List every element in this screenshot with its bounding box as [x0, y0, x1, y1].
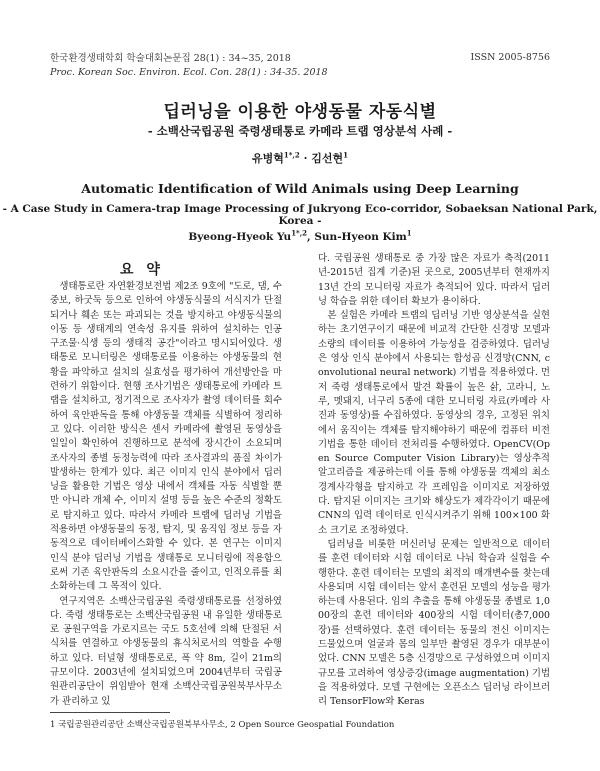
title-english: Automatic Identification of Wild Animals using Deep Learning — [81, 181, 519, 196]
paragraph: 생태통로란 자연환경보전법 제2조 9호에 "도로, 댐, 수중보, 하굿둑 등으로 인하여 야생동식물의 서식지가 단절되거나 훼손 또는 파괴되는 것을 방지하고 야생동식물의 이동 등 생태계의 연속성 유지를 위하여 설치하는 인공 구조물·식생 등의 생태적 공간"이라고 명시되어있다. 생태통로 모니터링은 생태통로를 이용하는 야생동물의 현황을 파악하고 설치의 실효성을 평가하여 개선방안을 마련하기 위함이다. 현행 조사기법은 생태통로에 카메라 트랩을 설치하고, 정기적으로 조사자가 촬영 데이터를 회수하여 육안판독을 통해 야생동물 객체를 식별하여 정리하고 있다. 이러한 방식은 센서 카메라에 촬영된 동영상을 일일이 확인하여 진행하므로 분석에 장시간이 소요되며 조사자의 종별 동정능력에 따라 조사결과의 품질 차이가 발생하는 한계가 있다. 최근 이미지 인식 분야에서 딥러닝을 활용한 기법은 영상 내에서 객체를 자동 식별할 뿐만 아니라 개체 수, 이미지 설명 등을 높은 수준의 정확도로 탐지하고 있다. 따라서 카메라 트랩에 딥러닝 기법을 적용하면 야생동물의 동정, 탐지, 및 움직임 정보 등을 자동적으로 데이터베이스화할 수 있다. 본 연구는 이미지 인식 분야 딥러닝 기법을 생태통로 모니터링에 적용함으로써 기존 육안판독의 소요시간을 줄이고, 인적오류를 최소화하는데 그 목적이 있다. — [50, 281, 282, 593]
title-korean: 딥러닝을 이용한 야생동물 자동식별 — [163, 102, 437, 122]
authors-korean — [0, 150, 600, 166]
author-1-name-en: Byeong-Hyeok Yu — [188, 231, 292, 243]
left-column — [50, 280, 282, 709]
journal-header — [50, 52, 328, 80]
author-separator-en: , — [307, 231, 315, 243]
authors-english — [0, 228, 600, 243]
paragraph: 본 실험은 카메라 트랩의 딥러닝 기반 영상분석을 실현하는 초기연구이기 때문에 비교적 간단한 신경망 모델과 소량의 데이터를 이용하여 가능성을 검증하였다. 딥러닝은 영상 인식 분야에서 사용되는 합성곱 신경망(CNN, convolutional neural network) 기법을 적용하였다. 먼저 죽령 생태통로에서 발견 확률이 높은 삵, 고라니, 노루, 멧돼지, 너구리 5종에 대한 모니터링 자료(카메라 사진과 동영상)를 수집하였다. 동영상의 경우, 고정된 위치에서 움직이는 객체를 탐지해야하기 때문에 컴퓨터 비전 기법을 통한 데이터 전처리를 수행하였다. OpenCV(Open Source Computer Vision Library)는 영상추적 알고리즘을 제공하는데 이를 통해 야생동물 객체의 최소경계사각형을 탐지하고 각 프레임을 이미지로 저장하였다. 탐지된 이미지는 크기와 해상도가 제각각이기 때문에 CNN의 입력 데이터로 인식시켜주기 위해 100×100 화소 크기로 조정하였다. — [318, 310, 550, 536]
paragraph: 다. 국립공원 생태통로 중 가장 많은 자료가 축적(2011년-2015년 집계 기준)된 곳으로, 2005년부터 현재까지 13년 간의 모니터링 자료가 축적되어 있다. 따라서 딥러닝 학습을 위한 데이터 확보가 용이하다. — [318, 253, 550, 307]
author-2-affiliation-en: 1 — [406, 228, 412, 238]
subtitle-korean: - 소백산국립공원 죽령생태통로 카메라 트랩 영상분석 사례 - — [147, 124, 453, 138]
paragraph: 딥러닝을 비롯한 머신러닝 문제는 일반적으로 데이터를 훈련 데이터와 시험 데이터로 나눠 학습과 실험을 수행한다. 훈련 데이터는 모델의 최적의 매개변수를 찾는데 사용되며 시험 데이터는 앞서 훈련된 모델의 성능을 평가하는데 사용된다. 임의 추출을 통해 야생동물 종별로 1,000장의 훈련 데이터와 400장의 시험 데이터(총7,000장)를 선택하였다. 훈련 데이터는 동물의 전신 이미지는 드물었으며 얼굴과 몸의 일부만 촬영된 경우가 대부분이었다. CNN 모델은 5층 신경망으로 구성하였으며 이미지 규모를 고려하여 영상증강(image augmentation) 기법을 적용하였다. 모델 구현에는 오픈소스 딥러닝 라이브러리 TensorFlow와 Keras — [318, 538, 550, 708]
footnote: 1 국립공원관리공단 소백산국립공원북부사무소, 2 Open Source Geospatial Foundation — [50, 720, 395, 730]
author-1-affiliation-ko: 1*,2 — [283, 150, 300, 160]
author-1-affiliation-en: 1*,2 — [291, 228, 308, 238]
right-column — [318, 252, 550, 710]
journal-name-en: Proc. Korean Soc. Environ. Ecol. Con. 28(1) : 34-35. 2018 — [50, 67, 328, 78]
author-separator-ko: · — [299, 152, 312, 165]
footnote-divider — [50, 712, 170, 713]
author-2-affiliation-ko: 1 — [343, 150, 348, 160]
author-2-name-ko: 김선현 — [311, 152, 344, 165]
issn: ISSN 2005-8756 — [470, 52, 550, 63]
paragraph: 연구지역은 소백산국립공원 죽령생태통로를 선정하였다. 죽령 생태통로는 소백산국립공원 내 유일한 생태통로로 공원구역을 가로지르는 국도 5호선에 의해 단절된 서식처를 연결하고 야생동물의 휴식처로서의 역할을 수행하고 있다. 터널형 생태통로로, 폭 약 8m, 길이 21m의 규모이다. 2003년에 설치되었으며 2004년부터 국립공원관리공단이 위임받아 현재 소백산국립공원북부사무소가 관리하고 있 — [50, 595, 282, 707]
author-1-name-ko: 유병혁 — [252, 152, 284, 165]
author-2-name-en: Sun-Hyeon Kim — [314, 231, 407, 243]
journal-name-ko: 한국환경생태학회 학술대회논문집 28(1) : 34~35, 2018 — [50, 53, 291, 64]
abstract-heading: 요 약 — [120, 262, 164, 278]
subtitle-english: - A Case Study in Camera-trap Image Processing of Jukryong Eco-corridor, Sobaeksan National Park, Korea - — [2, 203, 598, 227]
